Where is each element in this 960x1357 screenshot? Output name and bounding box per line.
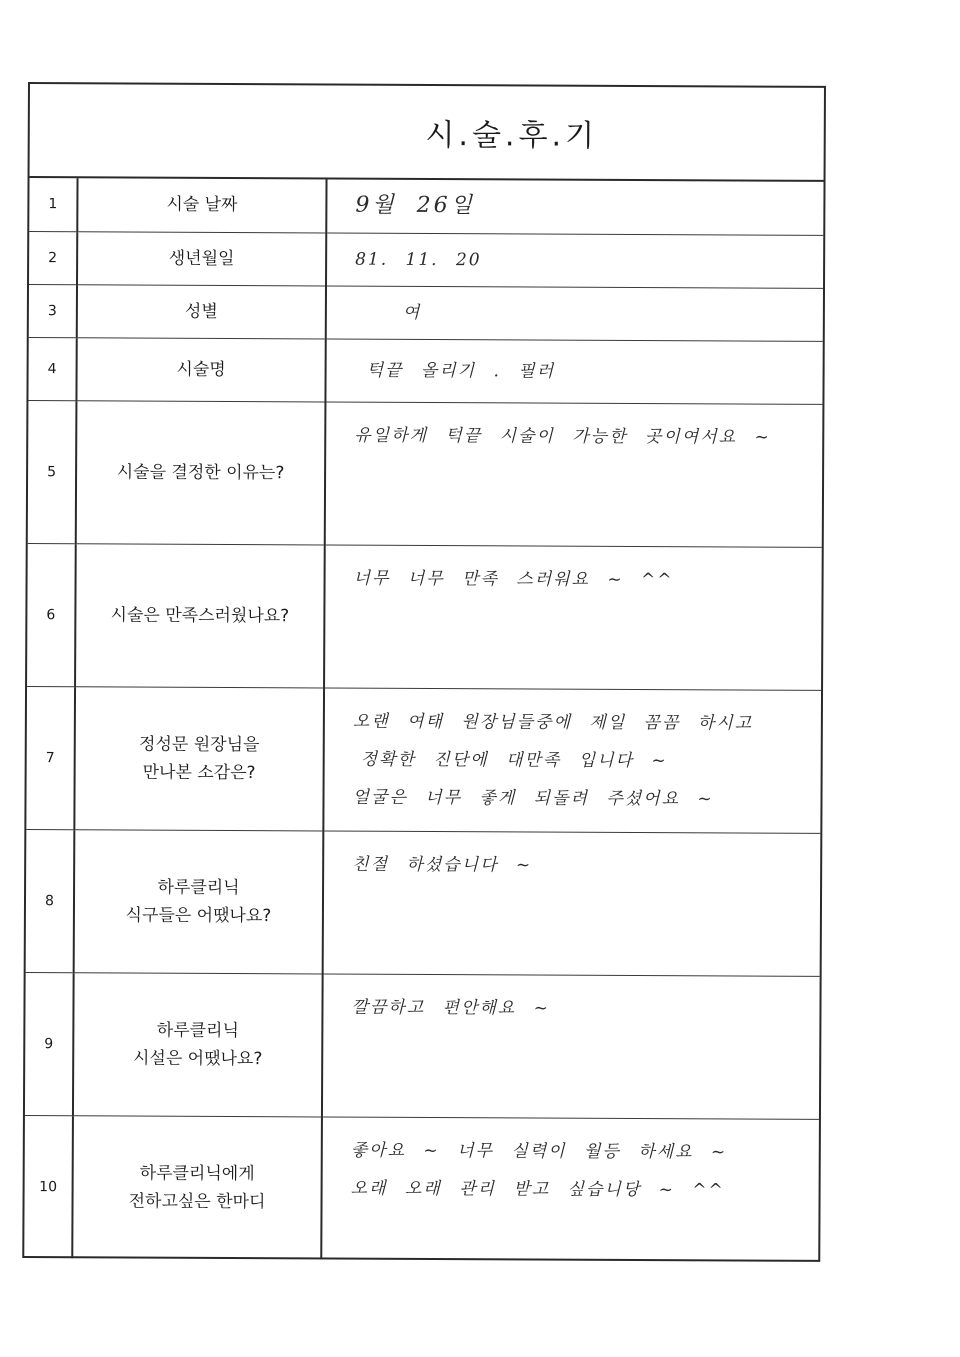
- answer-cell: [326, 285, 823, 340]
- handwritten-answer: 유일하게 턱끝 시술이 가능한 곳이여서요 ~: [354, 425, 771, 448]
- table-row: [29, 284, 823, 341]
- row-number: 5: [28, 400, 77, 543]
- review-table: [24, 178, 823, 1262]
- question-cell: [74, 829, 324, 973]
- row-number: 3: [29, 284, 77, 337]
- row-number: 6: [27, 543, 76, 686]
- question-line: 시설은 어땠나요?: [132, 1048, 263, 1069]
- review-form: [22, 82, 826, 1262]
- question-cell: 시술 날짜: [77, 178, 326, 232]
- table-row: [24, 1115, 819, 1262]
- row-number: 10: [24, 1115, 73, 1258]
- handwritten-answer: 얼굴은 너무 좋게 되돌려 주셨어요 ~: [352, 787, 714, 809]
- question-cell: [72, 1115, 322, 1259]
- table-row: [29, 178, 823, 235]
- question-cell: 시술을 결정한 이유는?: [76, 400, 326, 544]
- handwritten-answer: 정확한 진단에 대만족 입니다 ~: [360, 749, 668, 771]
- handwritten-answer: 너무 너무 만족 스러워요 ~ ^^: [353, 568, 674, 590]
- handwritten-answer: 턱끝 올리기 . 필러: [366, 360, 556, 382]
- handwritten-answer: 깔끔하고 편안해요 ~: [351, 997, 550, 1019]
- answer-cell: [324, 544, 822, 689]
- table-row: [27, 543, 822, 690]
- question-line: 식구들은 어땠나요?: [125, 904, 272, 926]
- answer-cell: [325, 338, 822, 403]
- question-cell: 시술명: [76, 337, 325, 401]
- handwritten-answer: 81. 11. 20: [355, 249, 482, 270]
- table-row: [28, 400, 823, 547]
- row-number: 8: [26, 829, 75, 972]
- question-line: 하루클리닉: [157, 877, 240, 898]
- table-row: [26, 829, 821, 976]
- question-cell: 시술은 만족스러웠나요?: [75, 543, 325, 687]
- answer-cell: [326, 179, 823, 234]
- title-row: [30, 84, 824, 182]
- table-row: [28, 337, 822, 404]
- question-cell: [74, 686, 324, 830]
- answer-cell: [325, 401, 823, 546]
- answer-cell: [322, 973, 820, 1118]
- form-title: 시.술.후.기: [425, 117, 599, 154]
- question-line: 하루클리닉에게: [139, 1163, 255, 1184]
- answer-cell: [323, 687, 821, 832]
- table-row: [25, 972, 820, 1119]
- row-number: 4: [28, 337, 76, 400]
- row-number: 1: [29, 178, 77, 231]
- answer-cell: [321, 1116, 819, 1261]
- question-line: 만나본 소감은?: [142, 762, 256, 783]
- handwritten-answer: 여: [402, 302, 422, 323]
- row-number: 2: [29, 231, 77, 284]
- answer-cell: [323, 830, 821, 975]
- question-line: 정성문 원장님을: [139, 734, 260, 755]
- handwritten-answer: 친절 하셨습니다 ~: [352, 854, 533, 875]
- handwritten-answer: 오랜 여태 원장님들중에 제일 꼼꼼 하시고: [352, 711, 754, 734]
- table-row: [29, 231, 823, 288]
- row-number: 9: [25, 972, 74, 1115]
- handwritten-answer: 9월 26일: [355, 192, 475, 219]
- table-row: [26, 686, 821, 833]
- answer-cell: [326, 232, 823, 287]
- handwritten-answer: 오래 오래 관리 받고 싶습니당 ~ ^^: [350, 1178, 725, 1200]
- question-cell: 생년월일: [77, 231, 326, 285]
- question-line: 전하고싶은 한마디: [128, 1191, 266, 1212]
- handwritten-answer: 좋아요 ~ 너무 실력이 월등 하세요 ~: [350, 1140, 728, 1162]
- question-line: 하루클리닉: [156, 1020, 239, 1041]
- question-cell: 성별: [77, 284, 326, 338]
- row-number: 7: [26, 686, 75, 829]
- question-cell: [73, 972, 323, 1116]
